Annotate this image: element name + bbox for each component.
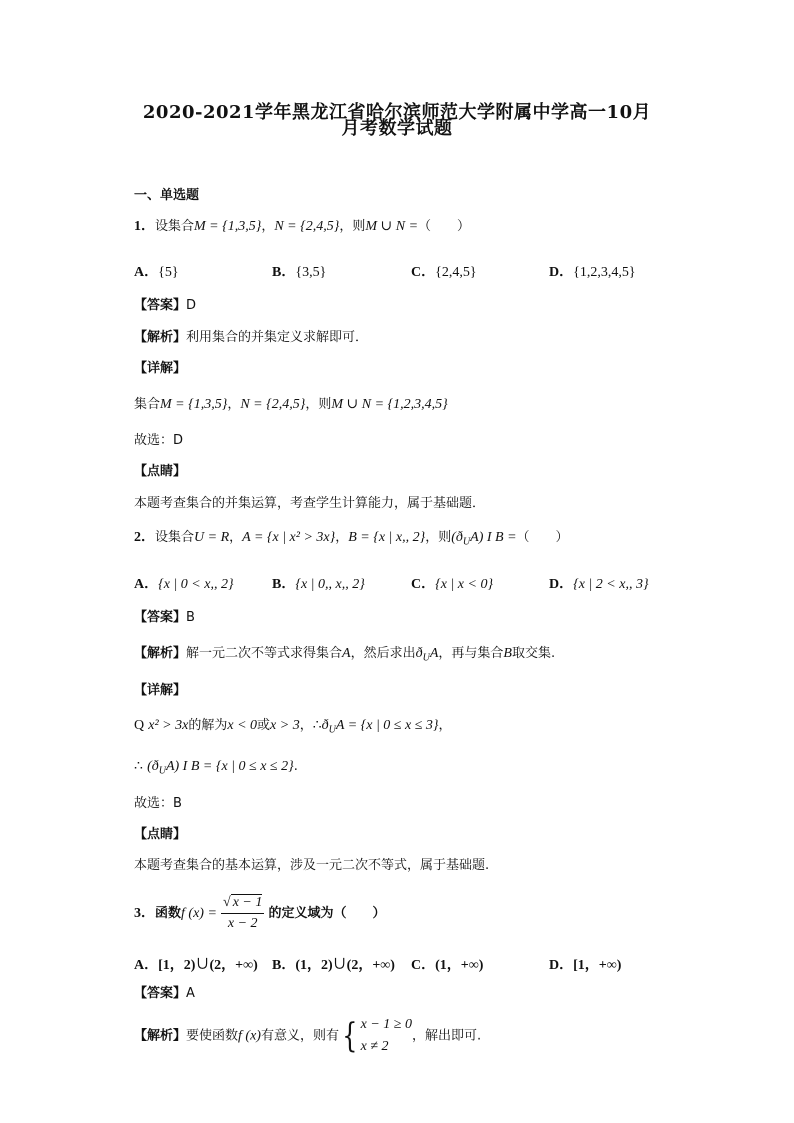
question-2-analysis: 【解析】解一元二次不等式求得集合A，然后求出$ð_UA$，再与集合B取交集. <box>134 646 556 664</box>
question-3-answer: 【答案】A <box>134 986 195 1001</box>
question-3-stem: 3．函数f (x) = $\frac{√ x - 1}{x - 2}$ 的定义域为（ ） <box>134 893 386 934</box>
document-title-line-2: 月考数学试题 <box>341 118 453 139</box>
question-1-detail: 集合M = {1,3,5}，N = {2,4,5}，则M ∪ N = {1,2,3,4,5} <box>134 397 448 412</box>
question-2-option-d: D．{x | 2 < x,, 3} <box>549 577 649 592</box>
question-2-comment-heading: 【点睛】 <box>134 827 187 842</box>
question-3-analysis: 【解析】要使函数f (x)有意义，则有{ x − 1 ≥ 0 x ≠ 2 ，解出即可. <box>134 1016 482 1056</box>
question-1-option-b: B．{3,5} <box>272 265 327 280</box>
question-2-option-b: B．{x | 0,, x,, 2} <box>272 577 365 592</box>
question-2-stem: 2．设集合U = R，A = {x | x² > 3x}，B = {x | x,, 2}，则$(ð_UA)$ I B =（ ） <box>134 530 569 548</box>
question-1-answer: 【答案】D <box>134 298 197 313</box>
question-1-option-c: C．{2,4,5} <box>411 265 477 280</box>
question-3-system: x − 1 ≥ 0 x ≠ 2 <box>360 1017 412 1054</box>
question-3-option-a: A．[1，2)∪(2，+∞) <box>134 958 258 973</box>
question-3-fraction: $\frac{√ x - 1}{x - 2}$ <box>223 895 263 931</box>
question-1-comment: 本题考查集合的并集运算，考查学生计算能力，属于基础题． <box>134 496 486 511</box>
question-2-answer: 【答案】B <box>134 610 195 625</box>
question-1-option-d: D．{1,2,3,4,5} <box>549 265 636 280</box>
question-1-comment-heading: 【点睛】 <box>134 464 187 479</box>
question-2-comment: 本题考查集合的基本运算，涉及一元二次不等式，属于基础题. <box>134 858 490 873</box>
question-1-detail-heading: 【详解】 <box>134 361 187 376</box>
document-title-line-1: 2020-2021学年黑龙江省哈尔滨师范大学附属中学高一10月 <box>142 102 652 123</box>
question-2-choice: 故选：B <box>134 796 182 811</box>
question-2-option-a: A．{x | 0 < x,, 2} <box>134 577 234 592</box>
question-1-analysis: 【解析】利用集合的并集定义求解即可． <box>134 330 369 345</box>
question-1-choice: 故选：D <box>134 433 184 448</box>
question-3-option-c: C．(1，+∞) <box>411 958 484 973</box>
question-2-detail-line-1: Q x² > 3x的解为x < 0或x > 3，$\therefore ð_UA = \{x$ | 0 ≤ x ≤ 3}， <box>134 718 452 736</box>
question-2-detail-line-2: ∴ $(ð_UA)$ I B = {x | 0 ≤ x ≤ 2}. <box>134 759 298 777</box>
question-3-option-b: B．(1，2)∪(2，+∞) <box>272 958 395 973</box>
question-1-stem: 1．设集合M = {1,3,5}，N = {2,4,5}，则M ∪ N =（ ） <box>134 219 471 234</box>
question-2-option-c: C．{x | x < 0} <box>411 577 494 592</box>
question-3-option-d: D．[1，+∞) <box>549 958 622 973</box>
section-heading: 一、单选题 <box>134 188 200 203</box>
question-1-option-a: A．{5} <box>134 265 179 280</box>
question-2-detail-heading: 【详解】 <box>134 683 187 698</box>
